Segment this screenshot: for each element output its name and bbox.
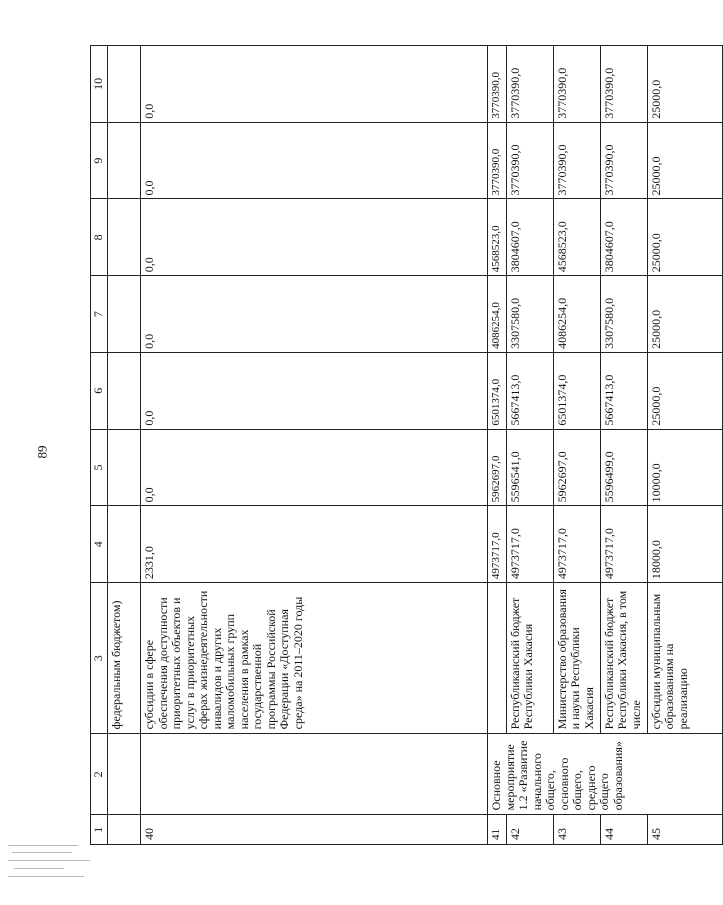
table-row [488, 46, 507, 845]
value-cell: 3770390,0 [488, 122, 507, 199]
measure-name [108, 734, 141, 815]
value-cell: 5667413,0 [506, 352, 553, 429]
funding-source: Республиканский бюджет Республики Хакасия, в том числе [600, 583, 647, 734]
scan-artifact [8, 843, 98, 883]
funding-source: субсидии муниципальным образованиям на реализацию [647, 583, 722, 734]
value-cell: 3804607,0 [506, 199, 553, 276]
row-number: 42 [506, 815, 553, 845]
value-cell: 5962697,0 [553, 429, 600, 506]
row-number [108, 815, 141, 845]
value-cell: 25000,0 [647, 276, 722, 353]
value-cell: 5596541,0 [506, 429, 553, 506]
value-cell: 3770390,0 [600, 46, 647, 123]
value-cell: 0,0 [141, 122, 488, 199]
row-number: 43 [553, 815, 600, 845]
value-cell: 3804607,0 [600, 199, 647, 276]
value-cell: 4086254,0 [488, 276, 507, 353]
column-header: 7 [91, 276, 108, 353]
value-cell: 0,0 [141, 276, 488, 353]
row-number: 41 [488, 815, 507, 845]
value-cell [108, 506, 141, 583]
value-cell: 2331,0 [141, 506, 488, 583]
table-row [553, 46, 600, 845]
table-row [506, 46, 553, 845]
value-cell: 0,0 [141, 429, 488, 506]
column-header: 8 [91, 199, 108, 276]
value-cell: 5667413,0 [600, 352, 647, 429]
value-cell: 25000,0 [647, 352, 722, 429]
rotated-table-sheet [90, 45, 690, 845]
value-cell: 3307580,0 [506, 276, 553, 353]
value-cell: 3770390,0 [553, 122, 600, 199]
value-cell: 6501374,0 [488, 352, 507, 429]
funding-source: Министерство образования и науки Республики Хакасия [553, 583, 600, 734]
measure-name [141, 734, 488, 815]
table-row [600, 46, 647, 845]
value-cell: 25000,0 [647, 199, 722, 276]
value-cell: 25000,0 [647, 122, 722, 199]
table-header-row [91, 46, 108, 845]
column-header: 10 [91, 46, 108, 123]
column-header: 1 [91, 815, 108, 845]
value-cell: 25000,0 [647, 46, 722, 123]
value-cell: 3770390,0 [600, 122, 647, 199]
page-number: 89 [34, 445, 50, 459]
value-cell [108, 429, 141, 506]
measure-name: Основное мероприятие 1.2 «Развитие начального общего, основного общего, среднего общего образования» [488, 734, 723, 815]
value-cell: 4973717,0 [600, 506, 647, 583]
value-cell: 4086254,0 [553, 276, 600, 353]
funding-source: субсидии в сфере обеспечения доступности приоритетных объектов и услуг в приоритетных сферах жизнедеятельности инвалидов и других маломобильных групп населения в рамках государственной программы Российской Федерации «Доступная среда» на 2011–2020 годы [141, 583, 488, 734]
value-cell [108, 276, 141, 353]
table-row [141, 46, 488, 845]
column-header: 2 [91, 734, 108, 815]
value-cell [108, 46, 141, 123]
column-header: 5 [91, 429, 108, 506]
row-number: 40 [141, 815, 488, 845]
value-cell: 6501374,0 [553, 352, 600, 429]
value-cell [108, 352, 141, 429]
value-cell: 18000,0 [647, 506, 722, 583]
value-cell: 3770390,0 [488, 46, 507, 123]
column-header: 9 [91, 122, 108, 199]
value-cell: 4973717,0 [506, 506, 553, 583]
value-cell [108, 199, 141, 276]
funding-source [488, 583, 507, 734]
value-cell: 4973717,0 [553, 506, 600, 583]
value-cell: 3770390,0 [506, 46, 553, 123]
value-cell: 4568523,0 [488, 199, 507, 276]
row-number: 44 [600, 815, 647, 845]
table-row [647, 46, 722, 845]
column-header: 3 [91, 583, 108, 734]
column-header: 4 [91, 506, 108, 583]
funding-source: Республиканский бюджет Республики Хакасия [506, 583, 553, 734]
value-cell: 3307580,0 [600, 276, 647, 353]
column-header: 6 [91, 352, 108, 429]
row-number: 45 [647, 815, 722, 845]
value-cell: 5962697,0 [488, 429, 507, 506]
value-cell: 3770390,0 [506, 122, 553, 199]
table-row [108, 46, 141, 845]
value-cell: 0,0 [141, 199, 488, 276]
budget-table [90, 45, 723, 845]
value-cell: 4568523,0 [553, 199, 600, 276]
value-cell: 5596499,0 [600, 429, 647, 506]
funding-source: федеральным бюджетом) [108, 583, 141, 734]
value-cell: 4973717,0 [488, 506, 507, 583]
value-cell: 3770390,0 [553, 46, 600, 123]
value-cell: 10000,0 [647, 429, 722, 506]
value-cell: 0,0 [141, 46, 488, 123]
value-cell [108, 122, 141, 199]
value-cell: 0,0 [141, 352, 488, 429]
